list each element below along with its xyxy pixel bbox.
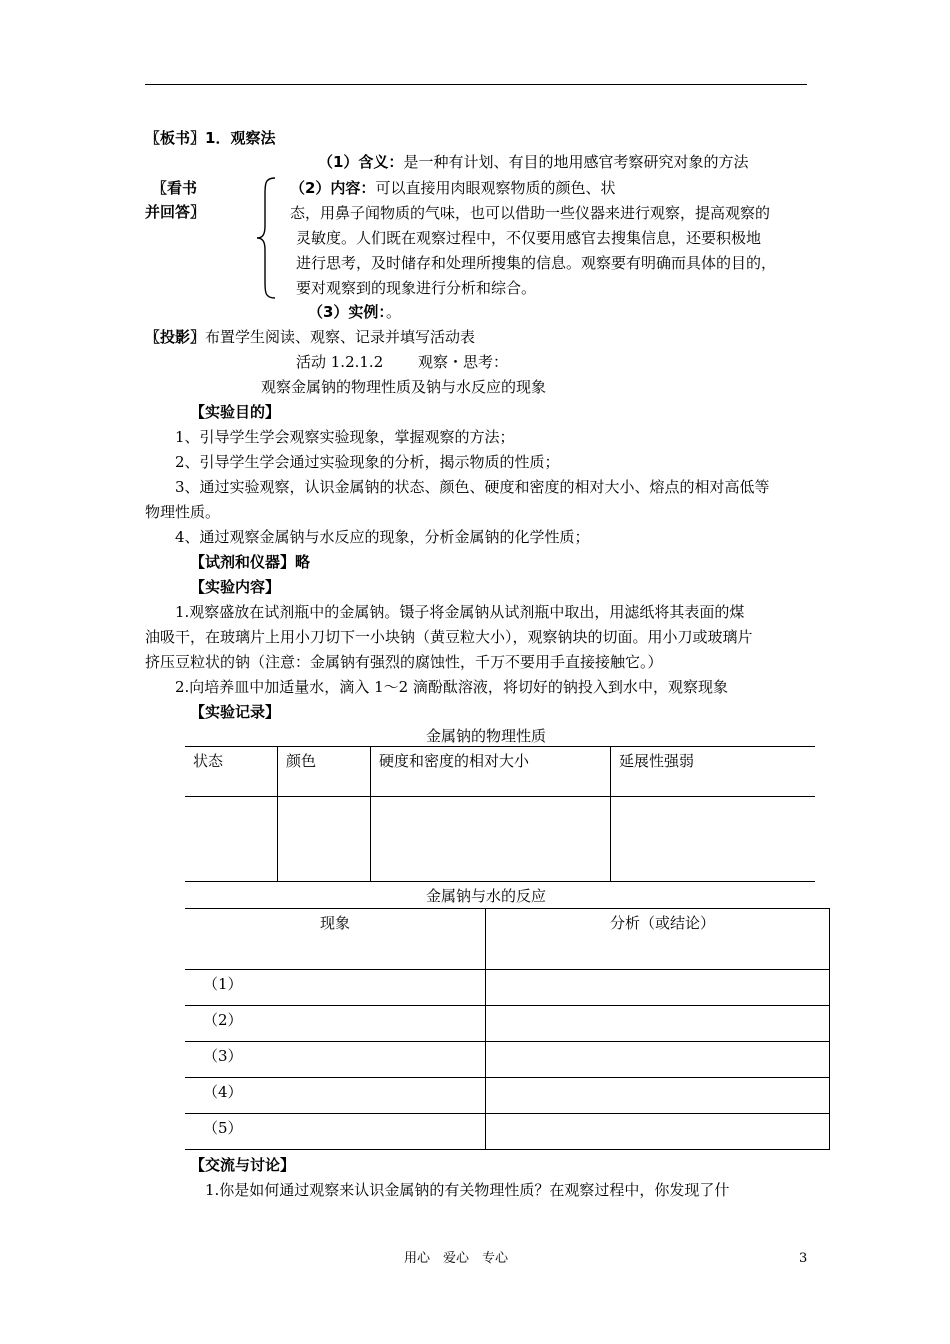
table2-header-analysis: 分析（或结论） [486, 909, 830, 970]
content-heading: 【实验内容】 [190, 578, 281, 596]
meaning-line [318, 152, 748, 172]
water-reaction-table [185, 908, 830, 1150]
footer-motto: 用心 爱心 专心 [404, 1251, 509, 1266]
page-number: 3 [799, 1251, 808, 1266]
discussion-heading: 【交流与讨论】 [190, 1156, 296, 1174]
example-line [308, 302, 401, 322]
table1-cell[interactable] [371, 797, 611, 882]
projection-line [145, 327, 475, 347]
table1-header-color: 颜色 [278, 747, 371, 797]
purpose-item-3-cont: 物理性质。 [145, 503, 221, 521]
table1-header-hardness: 硬度和密度的相对大小 [371, 747, 611, 797]
table1-cell[interactable] [185, 797, 278, 882]
example-label: （3）实例： [308, 303, 386, 321]
table2-cell[interactable] [486, 1114, 830, 1150]
reagents-heading: 【试剂和仪器】 [190, 553, 296, 571]
table1-header-state: 状态 [185, 747, 278, 797]
content-text-1: 可以直接用肉眼观察物质的颜色、状 [375, 179, 616, 197]
purpose-item-1: 1、引导学生学会观察实验现象，掌握观察的方法； [175, 428, 515, 446]
table2-cell[interactable] [486, 1078, 830, 1114]
content-para-4: 2.向培养皿中加适量水，滴入 1～2 滴酚酞溶液，将切好的钠投入到水中，观察现象 [175, 678, 728, 696]
table2-cell[interactable] [486, 1006, 830, 1042]
table2-cell[interactable] [486, 970, 830, 1006]
header-rule [145, 84, 807, 85]
table1-cell[interactable] [278, 797, 371, 882]
example-text: 。 [385, 303, 401, 321]
purpose-heading: 【实验目的】 [190, 403, 281, 421]
reagents-line [190, 552, 310, 572]
projection-tag: 〖投影〗 [145, 328, 206, 346]
table2-row-label: （4） [185, 1078, 486, 1114]
discussion-q1: 1.你是如何通过观察来认识金属钠的有关物理性质？在观察过程中，你发现了什 [205, 1181, 730, 1199]
curly-brace-icon [255, 176, 279, 300]
content-line-4: 进行思考，及时储存和处理所搜集的信息。观察要有明确而具体的目的， [296, 254, 777, 272]
table1-header-ductility: 延展性强弱 [611, 747, 816, 797]
meaning-label: （1）含义： [318, 153, 404, 171]
activity-title: 观察金属钠的物理性质及钠与水反应的现象 [261, 378, 547, 396]
board-title: 1．观察法 [205, 129, 276, 147]
content-line-5: 要对观察到的现象进行分析和综合。 [296, 279, 537, 297]
read-tag-2: 并回答〗 [145, 203, 206, 221]
purpose-item-2: 2、引导学生学会通过实验现象的分析，揭示物质的性质； [175, 453, 560, 471]
table2-header-phenomenon: 现象 [185, 909, 486, 970]
projection-text: 布置学生阅读、观察、记录并填写活动表 [205, 328, 476, 346]
physical-properties-table [185, 746, 815, 882]
activity-label: 活动 1.2.1.2 观察・思考： [296, 353, 509, 371]
reagents-text: 略 [295, 553, 311, 571]
board-tag: 〖板书〗 [145, 129, 206, 147]
record-heading: 【实验记录】 [190, 703, 281, 721]
table2-row-label: （1） [185, 970, 486, 1006]
content-label: （2）内容： [290, 179, 376, 197]
purpose-item-3: 3、通过实验观察，认识金属钠的状态、颜色、硬度和密度的相对大小、熔点的相对高低等 [175, 478, 770, 496]
table1-cell[interactable] [611, 797, 816, 882]
content-line-2: 态，用鼻子闻物质的气味，也可以借助一些仪器来进行观察，提高观察的 [290, 204, 771, 222]
meaning-text: 是一种有计划、有目的地用感官考察研究对象的方法 [403, 153, 749, 171]
content-para-3: 挤压豆粒状的钠（注意：金属钠有强烈的腐蚀性，千万不要用手直接接触它。） [145, 653, 663, 671]
table2-row-label: （2） [185, 1006, 486, 1042]
content-para-1: 1.观察盛放在试剂瓶中的金属钠。镊子将金属钠从试剂瓶中取出，用滤纸将其表面的煤 [175, 603, 745, 621]
content-line-1 [290, 178, 615, 198]
table2-row-label: （3） [185, 1042, 486, 1078]
content-line-3: 灵敏度。人们既在观察过程中，不仅要用感官去搜集信息，还要积极地 [296, 229, 762, 247]
board-line [145, 128, 275, 148]
table2-cell[interactable] [486, 1042, 830, 1078]
content-para-2: 油吸干，在玻璃片上用小刀切下一小块钠（黄豆粒大小），观察钠块的切面。用小刀或玻璃片 [145, 628, 753, 646]
purpose-item-4: 4、通过观察金属钠与水反应的现象，分析金属钠的化学性质； [175, 528, 590, 546]
table2-title: 金属钠与水的反应 [426, 887, 547, 905]
table1-title: 金属钠的物理性质 [426, 727, 547, 745]
table2-row-label: （5） [185, 1114, 486, 1150]
read-tag-1: 〖看书 [152, 179, 198, 197]
